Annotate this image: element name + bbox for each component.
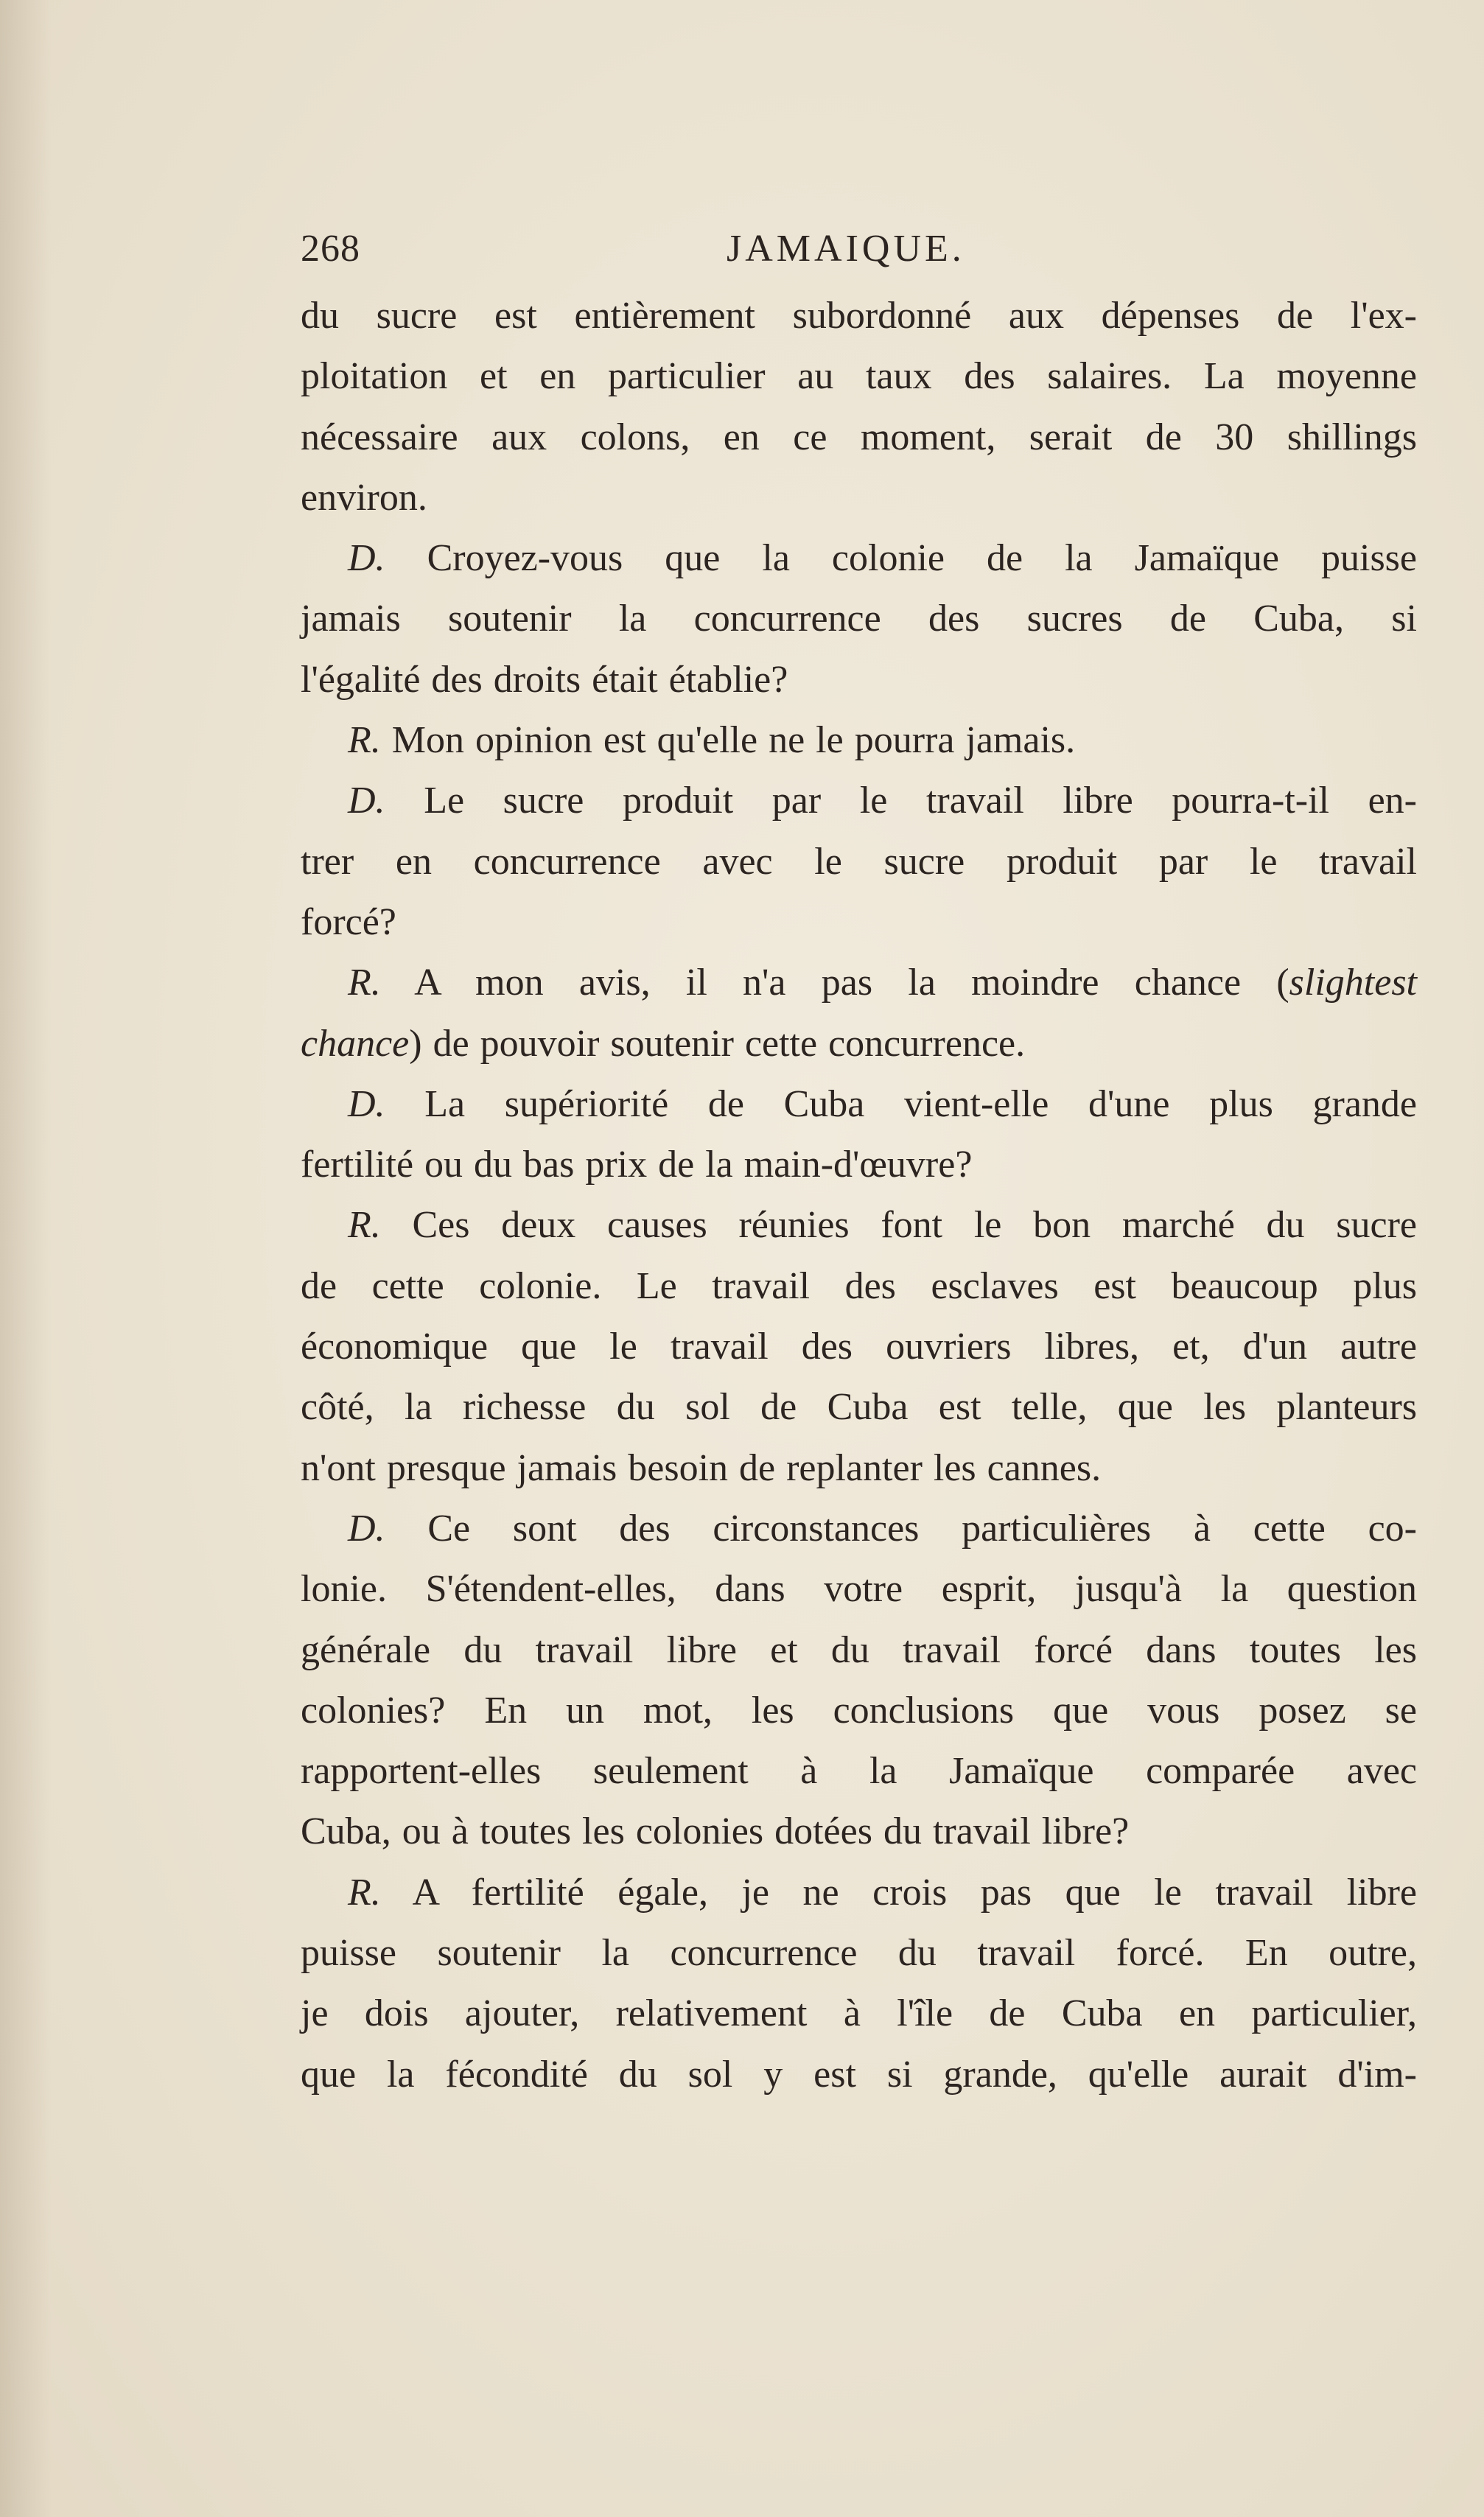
speaker-marker: R. (348, 1204, 381, 1247)
body-text (301, 286, 1417, 2105)
text-line: je dois ajouter, relativement à l'île de Cuba en particulier, (301, 1992, 1417, 2035)
dialogue-line: D. Croyez-vous que la colonie de la Jamaïque puisse (348, 537, 1417, 580)
dialogue-line: R. A mon avis, il n'a pas la moindre chance (slightest (348, 962, 1417, 1004)
text-line: n'ont presque jamais besoin de replanter les cannes. (301, 1446, 1102, 1489)
text-line: ploitation et en particulier au taux des salaires. La moyenne (301, 355, 1417, 398)
dialogue-line: R. Mon opinion est qu'elle ne le pourra jamais. (348, 719, 1076, 762)
text-line: environ. (301, 476, 427, 519)
text-line: colonies? En un mot, les conclusions que vous posez se (301, 1689, 1417, 1732)
dialogue-line: D. Ce sont des circonstances particulières à cette co- (348, 1507, 1417, 1550)
dialogue-line: R. Ces deux causes réunies font le bon marché du sucre (348, 1204, 1417, 1247)
italic-term: slightest (1289, 962, 1417, 1004)
dialogue-line: D. La supériorité de Cuba vient-elle d'une plus grande (348, 1082, 1418, 1125)
dialogue-line: R. A fertilité égale, je ne crois pas que le travail libre (348, 1871, 1418, 1914)
text-line: du sucre est entièrement subordonné aux dépenses de l'ex- (301, 295, 1417, 337)
text-line: Cuba, ou à toutes les colonies dotées du travail libre? (301, 1810, 1130, 1853)
page-header (301, 227, 1417, 271)
text-line: fertilité ou du bas prix de la main-d'œuvre? (301, 1144, 973, 1186)
text-line: de cette colonie. Le travail des esclaves est beaucoup plus (301, 1264, 1417, 1307)
text-line: trer en concurrence avec le sucre produit par le travail (301, 840, 1417, 883)
speaker-marker: R. (348, 719, 381, 762)
text-line: chance) de pouvoir soutenir cette concurrence. (301, 1022, 1026, 1065)
text-line: rapportent-elles seulement à la Jamaïque comparée avec (301, 1750, 1417, 1793)
page-number: 268 (301, 228, 360, 270)
text-line: générale du travail libre et du travail forcé dans toutes les (301, 1628, 1417, 1671)
italic-term: chance (301, 1022, 410, 1065)
dialogue-line: D. Le sucre produit par le travail libre pourra-t-il en- (348, 780, 1418, 822)
text-line: jamais soutenir la concurrence des sucres de Cuba, si (301, 598, 1417, 640)
speaker-marker: D. (348, 1507, 385, 1550)
speaker-marker: D. (348, 780, 385, 822)
text-line: que la fécondité du sol y est si grande, qu'elle aurait d'im- (301, 2053, 1417, 2096)
speaker-marker: D. (348, 1082, 385, 1125)
text-line: forcé? (301, 900, 396, 943)
speaker-marker: D. (348, 537, 385, 580)
text-line: nécessaire aux colons, en ce moment, serait de 30 shillings (301, 416, 1417, 458)
spine-shadow (0, 0, 52, 2517)
speaker-marker: R. (348, 962, 381, 1004)
speaker-marker: R. (348, 1871, 381, 1914)
text-line: côté, la richesse du sol de Cuba est telle, que les planteurs (301, 1386, 1417, 1429)
text-line: lonie. S'étendent-elles, dans votre esprit, jusqu'à la question (301, 1568, 1417, 1611)
running-title: JAMAIQUE. (727, 228, 965, 270)
text-line: l'égalité des droits était établie? (301, 658, 788, 701)
text-line: économique que le travail des ouvriers libres, et, d'un autre (301, 1326, 1417, 1368)
text-line: puisse soutenir la concurrence du travail forcé. En outre, (301, 1932, 1417, 1975)
